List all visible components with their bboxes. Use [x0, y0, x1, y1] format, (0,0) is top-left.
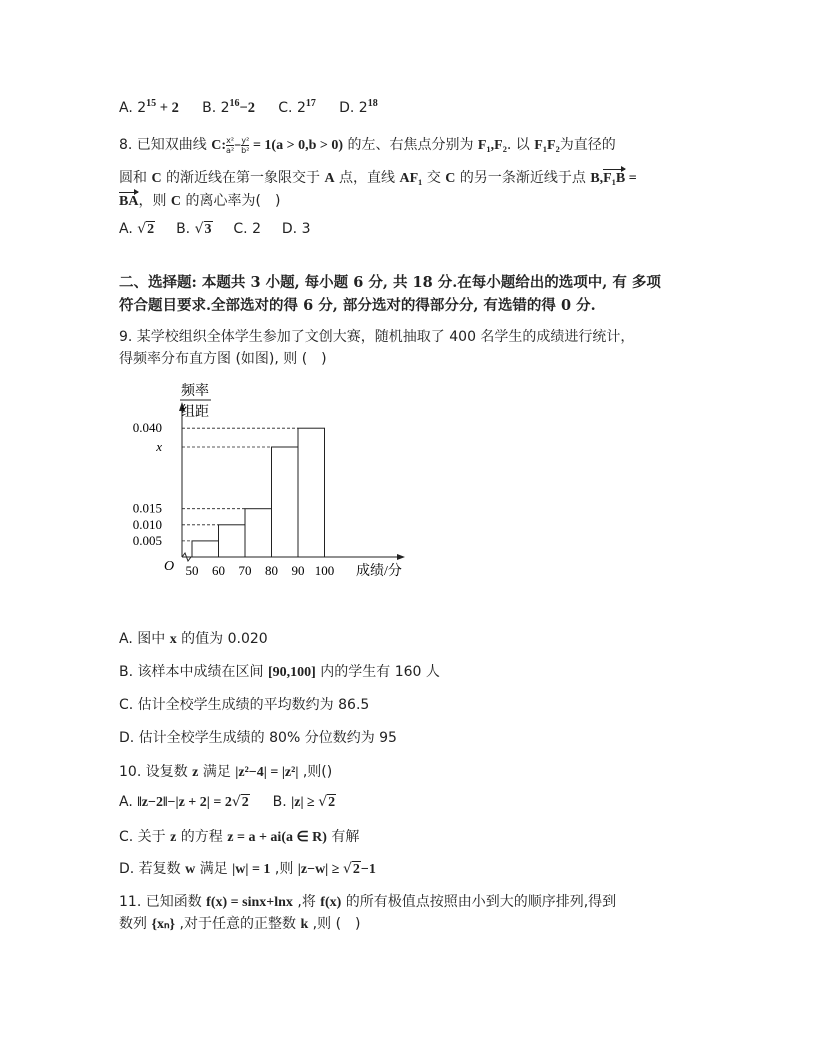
q7-option-d: D. $2^{18}$: [339, 98, 378, 116]
section-2-heading: 二、选择题: 本题共 3 小题, 每小题 6 分, 共 18 分.在每小题给出的选项中, 有 多项: [119, 274, 661, 291]
y-label-bottom: 组距: [181, 405, 209, 420]
q9-option-d: D. 估计全校学生成绩的 80% 分位数约为 95: [119, 730, 397, 746]
sqrt-icon: √2: [137, 221, 155, 237]
x-axis-arrow-icon: [397, 554, 405, 560]
section-2-heading-line-2: 符合题目要求.全部选对的得 6 分, 部分选对的得部分分, 有选错的得 0 分.: [119, 297, 596, 314]
x-tick-label: 70: [238, 563, 252, 578]
q8-option-d: D. 3: [281, 221, 311, 237]
y-label-top: 频率: [181, 384, 209, 399]
q8-option-c: C. 2: [233, 221, 261, 237]
q9-option-b: B. 该样本中成绩在区间 [90,100] 内的学生有 160 人: [119, 664, 440, 680]
q9-option-c: C. 估计全校学生成绩的平均数约为 86.5: [119, 697, 370, 713]
q7-option-c: C. $2^{17}$: [278, 98, 316, 116]
origin-label: O: [164, 559, 175, 574]
q8-line-3: BA，则 C 的离心率为( ): [119, 193, 281, 209]
y-tick-label: 0.005: [132, 532, 162, 548]
x-tick-label: 60: [212, 563, 225, 578]
fraction-y2-b2: $\frac{\text{y²}}{\text{b²}}$: [241, 135, 250, 155]
q8-option-a: A. √2: [119, 221, 155, 237]
histogram-chart: [118, 380, 418, 590]
q11-line-1: 11. 已知函数 f(x) = sinx+lnx ,将 f(x) 的所有极值点按照由小到大的顺序排列,得到: [119, 894, 617, 910]
q10-stem: 10. 设复数 z 满足 |z²−4| = |z²| ,则(): [119, 764, 333, 780]
sqrt-icon: √2: [231, 794, 249, 810]
sqrt-icon: √2: [342, 861, 360, 877]
q7-option-a: A. $2^{15} + 2$: [119, 98, 179, 116]
y-tick-label: 0.040: [132, 420, 162, 436]
vector-f1b: F₁B: [603, 171, 626, 186]
q7-options: [119, 98, 378, 117]
histogram-bar: [219, 525, 246, 557]
q8-line-1: 8. 已知双曲线 C: $\frac{\text{x²}}{\text{a²}}$ – $\frac{\text{y²}}{\text{b²}}$ = 1(a > 0,b > 0) 的左、右焦点分别为 F₁,F₂. 以 F₁F₂为直径的: [119, 135, 616, 155]
histogram-bar: [245, 509, 272, 557]
q10-option-b: B. |z| ≥ √2: [272, 794, 336, 810]
vector-ba: BA: [119, 194, 139, 209]
q8-line-2: 圆和 C 的渐近线在第一象限交于 A 点，直线 AF₁ 交 C 的另一条渐近线于点 B,F₁B =: [119, 170, 637, 186]
sqrt-icon: √3: [194, 221, 212, 237]
q10-option-a: A. ‖z−2‖−|z + 2| = 2√2: [119, 794, 249, 810]
q9-line-1: 9. 某学校组织全体学生参加了文创大赛，随机抽取了 400 名学生的成绩进行统计，: [119, 329, 635, 345]
y-tick-label: 0.010: [132, 516, 162, 532]
q10-options-ab: [119, 794, 336, 811]
x-tick-label: 100: [314, 563, 335, 578]
fraction-x2-a2: $\frac{\text{x²}}{\text{a²}}$: [226, 135, 235, 155]
y-tick-label: 0.015: [132, 500, 162, 516]
sqrt-icon: √2: [318, 794, 336, 810]
q10-option-d: D. 若复数 w 满足 |w| = 1 ,则 |z−w| ≥ √2−1: [119, 861, 376, 877]
q9-line-2: 得频率分布直方图 (如图), 则 ( ): [119, 351, 327, 367]
x-axis-label: 成绩/分: [356, 564, 402, 579]
q8-options: [119, 221, 311, 238]
histogram-bar: [192, 541, 219, 557]
x-tick-label: 80: [265, 563, 278, 578]
q11-line-2: 数列 {xₙ} ,对于任意的正整数 k ,则 ( ): [119, 916, 361, 932]
q10-option-c: C. 关于 z 的方程 z = a + ai(a ∈ R) 有解: [119, 829, 360, 845]
histogram-bar: [298, 428, 325, 557]
y-tick-label: x: [156, 439, 162, 454]
q8-option-b: B. √3: [176, 221, 212, 237]
q7-option-b: B. $2^{16}-2$: [202, 98, 256, 116]
histogram-bar: [272, 447, 299, 557]
q9-option-a: A. 图中 x 的值为 0.020: [119, 631, 268, 647]
x-tick-label: 50: [185, 563, 199, 578]
x-tick-label: 90: [291, 563, 305, 578]
